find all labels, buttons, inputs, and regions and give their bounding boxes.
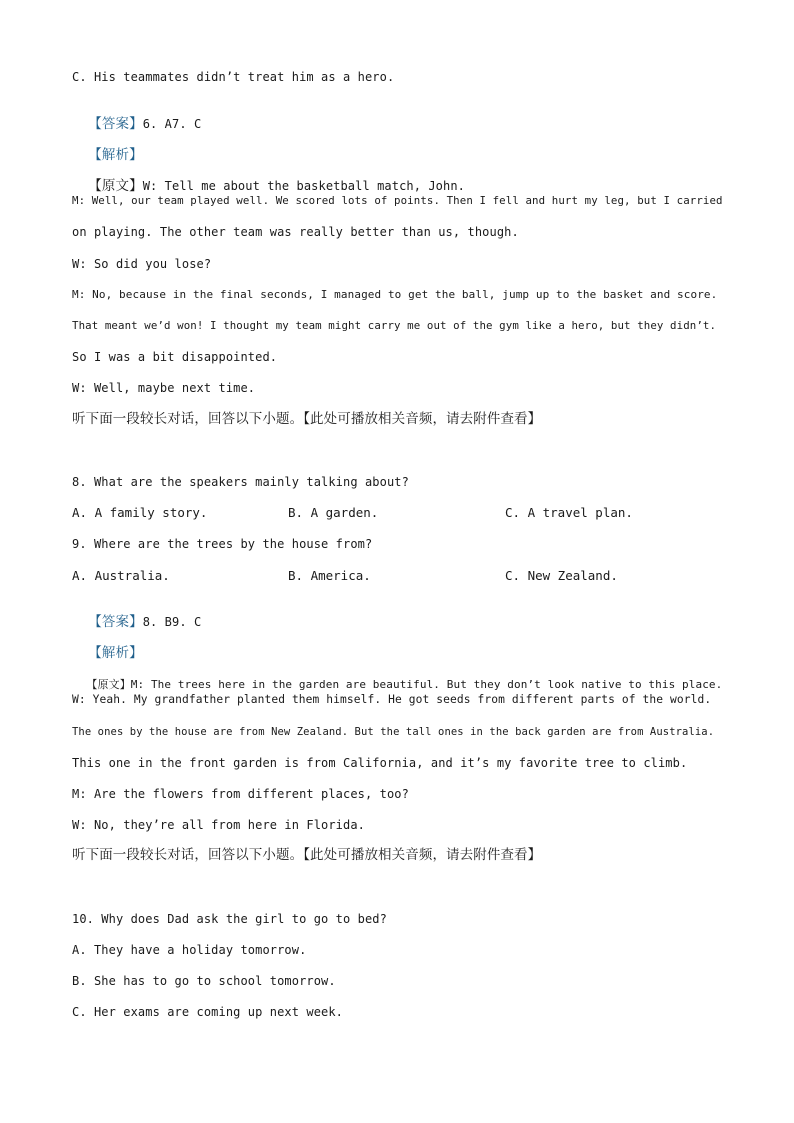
q8-option-b: B. A garden. [288,505,379,520]
answer-text: 6. A7. C [142,117,202,131]
transcript-line: M: No, because in the final seconds, I managed to get the ball, jump up to the basket and score. [72,288,718,301]
q10-option-c: C. Her exams are coming up next week. [72,1005,344,1019]
transcript-line: This one in the front garden is from California, and it’s my favorite tree to climb. [72,756,688,770]
transcript-line: So I was a bit disappointed. [72,350,278,364]
q10-option-a: A. They have a holiday tomorrow. [72,943,307,957]
answer-tag: 【答案】 [88,116,143,132]
q9-option-c: C. New Zealand. [505,568,618,583]
transcript-tag: 【原文】 [86,678,131,691]
listening-instruction: 听下面一段较长对话，回答以下小题。【此处可播放相关音频，请去附件查看】 [72,847,542,863]
listening-instruction: 听下面一段较长对话，回答以下小题。【此处可播放相关音频，请去附件查看】 [72,411,542,427]
transcript-line: W: So did you lose? [72,257,212,271]
analysis-tag: 【解析】 [88,147,143,163]
transcript-line: on playing. The other team was really better than us, though. [72,225,519,239]
q9-option-b: B. America. [288,568,371,583]
analysis-tag: 【解析】 [88,645,143,661]
transcript-line: The ones by the house are from New Zealand. But the tall ones in the back garden are from Australia. [72,726,715,738]
question-8: 8. What are the speakers mainly talking about? [72,475,409,489]
question-9: 9. Where are the trees by the house from? [72,537,373,551]
transcript-line: M: Well, our team played well. We scored lots of points. Then I fell and hurt my leg, but I carried [72,194,723,207]
transcript-line: W: No, they’re all from here in Florida. [72,818,365,832]
answer-text: 8. B9. C [142,615,202,629]
q9-option-a: A. Australia. [72,568,170,583]
transcript-line: W: Yeah. My grandfather planted them himself. He got seeds from different parts of the world. [72,693,712,706]
q10-option-b: B. She has to go to school tomorrow. [72,974,336,988]
answer-tag: 【答案】 [88,614,143,630]
transcript-text: M: The trees here in the garden are beautiful. But they don’t look native to this place. [130,678,723,691]
transcript-text: W: Tell me about the basketball match, John. [142,179,465,193]
question-10: 10. Why does Dad ask the girl to go to bed? [72,912,387,926]
transcript-line: M: Are the flowers from different places, too? [72,787,409,801]
q8-option-a: A. A family story. [72,505,208,520]
q7-option-c: C. His teammates didn’t treat him as a hero. [72,70,395,84]
transcript-line: W: Well, maybe next time. [72,381,256,395]
transcript-line: That meant we’d won! I thought my team might carry me out of the gym like a hero, but they didn’t. [72,319,717,332]
transcript-tag: 【原文】 [88,178,143,194]
q8-option-c: C. A travel plan. [505,505,633,520]
